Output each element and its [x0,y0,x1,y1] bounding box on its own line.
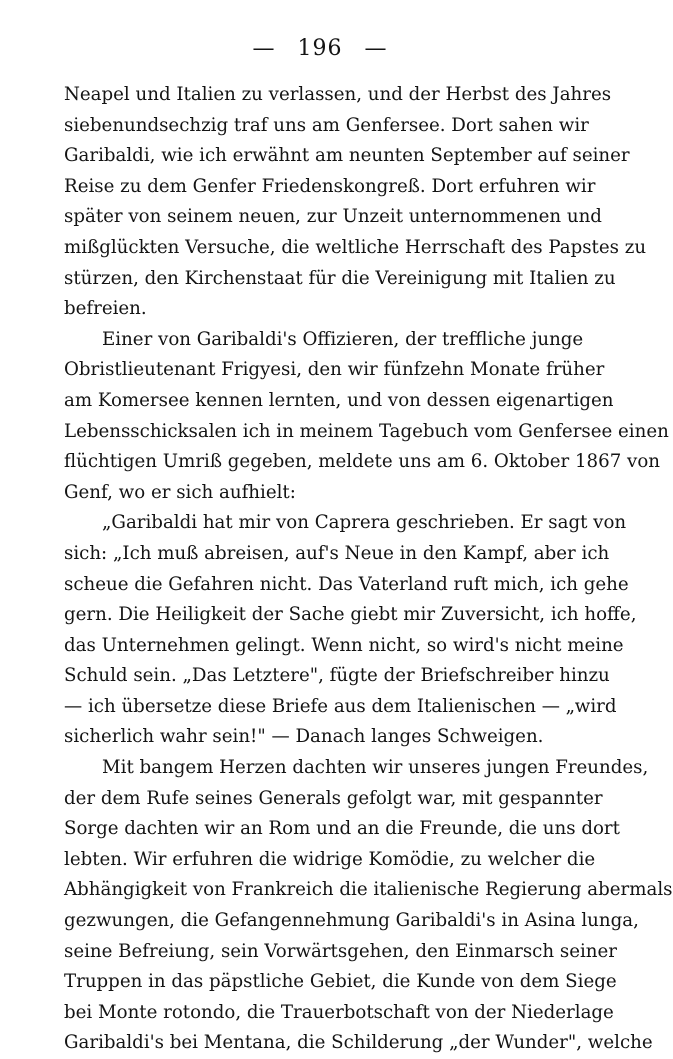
text-line: Abhängigkeit von Frankreich die italienische Regierung abermals [64,879,673,901]
text-line: Obristlieutenant Frigyesi, den wir fünfzehn Monate früher [64,359,605,381]
text-line: Mit bangem Herzen dachten wir unseres jungen Freundes, [102,757,649,779]
page-header [0,36,640,61]
paragraph [64,508,637,753]
text-line: gezwungen, die Gefangennehmung Garibaldi's in Asina lunga, [64,910,639,932]
page-number: 196 [297,36,343,61]
header-dash-right: — [364,36,388,61]
text-line: Einer von Garibaldi's Offizieren, der treffliche junge [102,328,584,350]
text-line: „Garibaldi hat mir von Caprera geschrieben. Er sagt von [102,512,627,534]
text-line: am Komersee kennen lernten, und von dessen eigenartigen [64,389,614,411]
text-line: stürzen, den Kirchenstaat für die Vereinigung mit Italien zu [64,267,616,289]
text-line: mißglückten Versuche, die weltliche Herrschaft des Papstes zu [64,236,647,258]
text-line: flüchtigen Umriß gegeben, meldete uns am 6. Oktober 1867 von [64,451,660,473]
text-line: Sorge dachten wir an Rom und an die Freunde, die uns dort [64,818,620,840]
text-line: Genf, wo er sich aufhielt: [64,481,296,503]
paragraph [64,80,647,325]
text-line: Lebensschicksalen ich in meinem Tagebuch vom Genfersee einen [64,420,669,442]
header-dash-left: — [252,36,276,61]
paragraph [64,325,669,509]
text-line: Garibaldi's bei Mentana, die Schilderung „der Wunder", welche [64,1032,653,1054]
text-line: Reise zu dem Genfer Friedenskongreß. Dort erfuhren wir [64,175,596,197]
text-line: Neapel und Italien zu verlassen, und der Herbst des Jahres [64,84,612,105]
text-line: Truppen in das päpstliche Gebiet, die Kunde von dem Siege [64,971,617,993]
text-line: bei Monte rotondo, die Trauerbotschaft von der Niederlage [64,1001,614,1023]
text-line: — ich übersetze diese Briefe aus dem Italienischen — „wird [64,695,617,717]
text-line: lebten. Wir erfuhren die widrige Komödie, zu welcher die [64,848,596,870]
text-line: seine Befreiung, sein Vorwärtsgehen, den Einmarsch seiner [64,940,617,962]
text-line: Garibaldi, wie ich erwähnt am neunten September auf seiner [64,145,630,167]
body-text [64,80,673,1059]
text-line: scheue die Gefahren nicht. Das Vaterland ruft mich, ich gehe [64,573,629,595]
text-line: Schuld sein. „Das Letztere", fügte der Briefschreiber hinzu [64,665,610,687]
paragraph [64,753,673,1059]
text-line: sich: „Ich muß abreisen, auf's Neue in den Kampf, aber ich [64,542,610,564]
text-line: später von seinem neuen, zur Unzeit unternommenen und [64,206,602,228]
text-line: der dem Rufe seines Generals gefolgt war, mit gespannter [64,787,603,809]
text-line: siebenundsechzig traf uns am Genfersee. Dort sahen wir [64,114,589,136]
text-line: das Unternehmen gelingt. Wenn nicht, so wird's nicht meine [64,634,624,656]
text-line: befreien. [64,298,147,320]
text-line: sicherlich wahr sein!" — Danach langes Schweigen. [64,726,544,748]
text-line: gern. Die Heiligkeit der Sache giebt mir Zuversicht, ich hoffe, [64,604,637,626]
